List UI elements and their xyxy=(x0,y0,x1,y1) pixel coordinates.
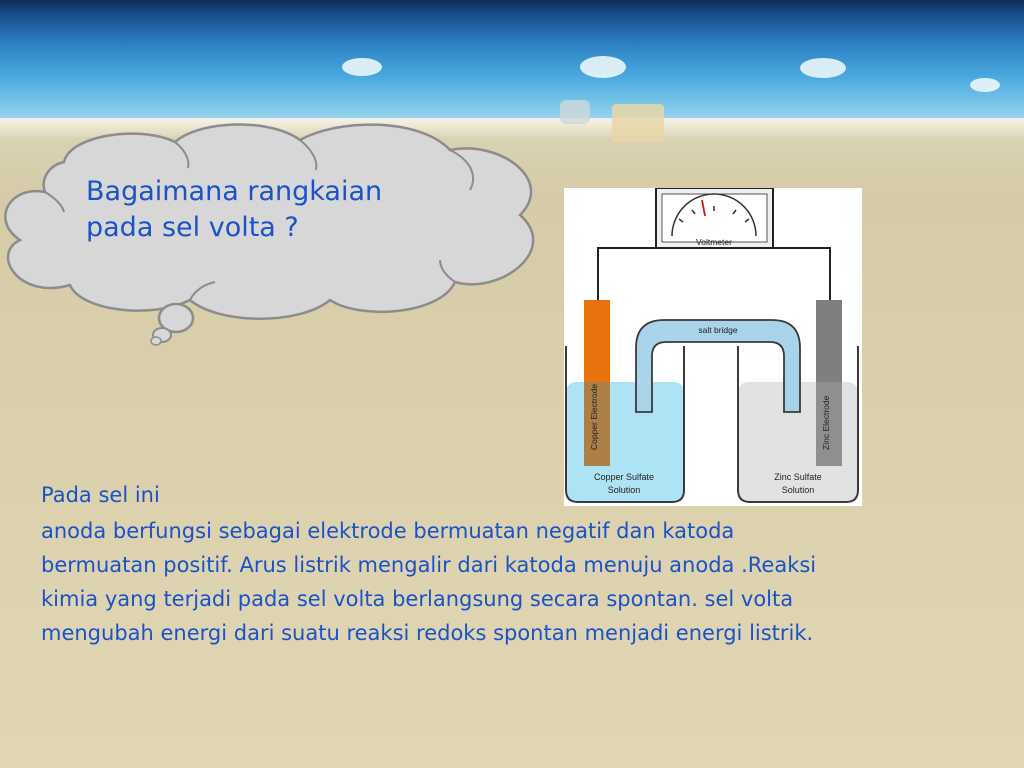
zinc-electrode-label: Zinc Electrode xyxy=(821,395,831,450)
body-paragraph: anoda berfungsi sebagai elektrode bermuatan negatif dan katoda bermuatan positif. Arus listrik mengalir dari katoda menuju anoda .Reaksi kimia yang terjadi pada sel volta berlangsung secara spontan. sel volta mengubah energi dari suatu reaksi redoks spontan menjadi energi listrik. xyxy=(41,519,817,645)
voltmeter xyxy=(656,188,773,248)
copper-solution-label-1: Copper Sulfate xyxy=(593,472,655,482)
beach-bucket xyxy=(560,100,590,124)
voltmeter-label: Voltmeter xyxy=(696,237,732,247)
explanation-text xyxy=(41,478,841,650)
sky-cloud xyxy=(342,58,382,76)
question-line-2: pada sel volta ? xyxy=(86,212,299,243)
copper-electrode-label: Copper Electrode xyxy=(589,383,599,450)
wire-left xyxy=(598,248,656,302)
voltaic-cell-diagram xyxy=(564,188,862,506)
sky-background xyxy=(0,0,1024,135)
copper-electrode xyxy=(584,300,610,466)
intro-line: Pada sel ini xyxy=(41,483,160,507)
sandcastle xyxy=(612,104,664,142)
copper-solution-label-2: Solution xyxy=(607,485,641,495)
zinc-electrode xyxy=(816,300,842,466)
sky-cloud xyxy=(800,58,846,78)
question-text xyxy=(86,174,446,246)
salt-bridge-label: salt bridge xyxy=(698,325,738,335)
wire-right xyxy=(773,248,830,302)
sky-cloud xyxy=(580,56,626,78)
sky-cloud xyxy=(970,78,1000,92)
zinc-solution-label-1: Zinc Sulfate xyxy=(774,472,822,482)
question-line-1: Bagaimana rangkaian xyxy=(86,176,383,207)
zinc-solution-label-2: Solution xyxy=(781,485,815,495)
